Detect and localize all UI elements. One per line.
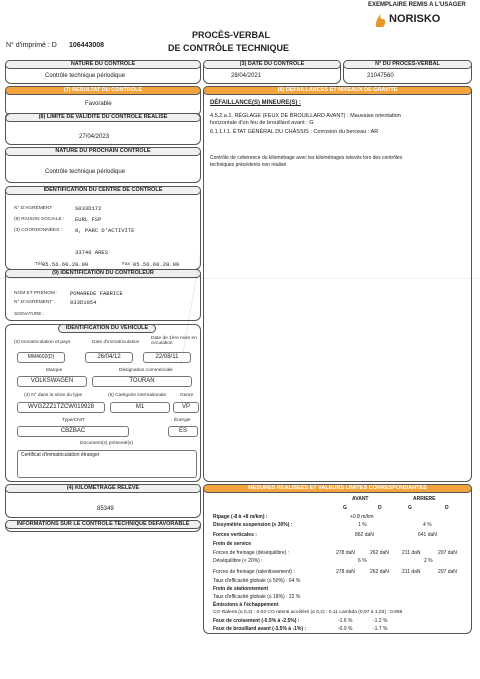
docs-field [17, 450, 197, 478]
fc-d: -1.2 % [373, 618, 388, 624]
validity-value: 27/04/2023 [79, 134, 110, 140]
centre-tel-label: Tél : [35, 262, 45, 267]
ff-ard: 207 daN [438, 550, 457, 556]
type-label: Type/CNIT [62, 418, 85, 423]
centre-fax-label: Fax : [122, 262, 133, 267]
fs-label: Frein de service [213, 541, 252, 547]
col-arriere-g: G [408, 505, 412, 511]
fv-arriere: 641 daN [418, 532, 437, 538]
ripage-value: +0.8 m/km [350, 514, 374, 520]
ff-arg: 211 daN [402, 550, 421, 556]
fc-label: Feux de croisement (-0.5% à -2.5%) : [213, 618, 300, 624]
col-arriere: ARRIERE [413, 496, 436, 502]
defects-box [203, 86, 472, 482]
ffr-arg: 211 daN [402, 569, 421, 575]
fold-crease [0, 278, 480, 279]
norisko-logo [374, 13, 386, 27]
ffr-avd: 262 daN [370, 569, 389, 575]
fb-g: -0.9 % [338, 626, 353, 632]
centre-rs-label: (9) RAISON SOCIALE : [14, 217, 65, 222]
ff-avg: 278 daN [336, 550, 355, 556]
docs-label: Document(s) présenté(s) [80, 441, 134, 446]
ffr-label: Forces de freinage (ralentissement) : [213, 569, 295, 575]
centre-coord-value: 8, PARC D'ACTIVITE [75, 227, 135, 234]
model-field: TOURAN [92, 376, 192, 387]
defect-line-3: 6.1.1.f.1. ÉTAT GÉNÉRAL DU CHÂSSIS : Corrosion du berceau : AR [210, 129, 379, 135]
imm-label: (2) Immatriculation et pays [14, 340, 71, 345]
col-avant-d: D [378, 505, 382, 511]
fst-label: Frein de stationnement [213, 586, 269, 592]
disym-arriere: 4 % [423, 522, 432, 528]
nature-header: NATURE DU CONTRÔLE [5, 60, 201, 69]
km-header: (4) KILOMÉTRAGE RELEVÉ [5, 484, 201, 493]
ffr-avg: 278 daN [336, 569, 355, 575]
docs-value: Certificat d'immatriculation étranger [21, 452, 100, 458]
controller-agr-value: 033D1054 [70, 299, 97, 306]
controller-name-label: NOM ET PRÉNOM : [14, 291, 58, 296]
defect-note-2: techniques précédents non réalisé [210, 162, 287, 168]
ripage-label: Ripage (-8 à +8 m/km) : [213, 514, 268, 520]
extra-header: INFORMATIONS SUR LE CONTRÔLE TECHNIQUE DÉFAVORABLE [5, 520, 201, 529]
doc-title-2: DE CONTRÔLE TECHNIQUE [168, 43, 290, 53]
fst-eff-line: Taux d'efficacité globale (≥ 18%) : 22 % [213, 594, 301, 600]
controller-header: (9) IDENTIFICATION DU CONTRÔLEUR [5, 269, 201, 278]
ff-label: Forces de freinage (déséquilibre) : [213, 550, 290, 556]
disym-avant: 1 % [358, 522, 367, 528]
doc-title-1: PROCÈS-VERBAL [192, 30, 271, 40]
vin-field: WVGZZZ1TZCW019928 [17, 402, 105, 413]
validity-header: (8) LIMITE DE VALIDITÉ DU CONTRÔLE RÉALISÉ [5, 113, 201, 122]
first-circ-field: 22/08/11 [143, 352, 191, 363]
controller-name-value: POMAREDE FABRICE [70, 290, 123, 297]
validity-box [5, 113, 201, 145]
defect-note-1: Contrôle de cohérence du kilométrage avec les kilométrages relevés lors des contrôles [210, 155, 403, 161]
date-value: 28/04/2021 [231, 73, 262, 79]
date-header: (3) DATE DU CONTRÔLE [203, 60, 341, 69]
centre-fax-value: 05.56.60.28.09 [133, 261, 180, 268]
deseq-avant: 6 % [358, 558, 367, 564]
pv-value: 21047560 [367, 73, 394, 79]
centre-rs-value: EURL FSP [75, 216, 102, 223]
controller-signature-label: SIGNATURE : [14, 312, 45, 317]
disym-label: Dissymétrie suspension (≤ 30%) : [213, 522, 293, 528]
col-avant: AVANT [352, 496, 369, 502]
energy-field: ES [168, 426, 198, 437]
deseq-label: Déséquilibre (< 20%) : [213, 558, 263, 564]
date-imm-field: 26/04/12 [85, 352, 133, 363]
result-header: (7) RÉSULTAT DU CONTRÔLE [5, 86, 201, 95]
eff-line: Taux d'efficacité globale (≥ 50%) : 64 % [213, 578, 301, 584]
fb-d: -1.7 % [373, 626, 388, 632]
fb-label: Feux de brouillard avant (-3.5% à -1%) : [213, 626, 307, 632]
energy-label: Énergie [174, 418, 191, 423]
km-value: 85349 [97, 506, 114, 512]
minor-title: DÉFAILLANCE(S) MINEURE(S) : [210, 100, 301, 106]
col-avant-g: G [343, 505, 347, 511]
centre-header: IDENTIFICATION DU CENTRE DE CONTRÔLE [5, 186, 201, 195]
first-circ-label: Date de 1ère mise en circulation [151, 336, 197, 346]
defect-line-1: 4.5.2.a.1. RÉGLAGE (FEUX DE BROUILLARD AVANT) : Mauvaise orientation [210, 113, 401, 119]
fc-g: -1.6 % [338, 618, 353, 624]
defect-line-2: horizontale d'un feu de brouillard avant : G [210, 120, 314, 126]
cat-field: M1 [110, 402, 170, 413]
date-imm-label: Date d'immatriculation [92, 340, 140, 345]
genre-label: Genre [180, 393, 194, 398]
vehicle-header: IDENTIFICATION DU VÉHICULE [58, 324, 156, 333]
controller-agr-label: N° D'AGRÉMENT : [14, 300, 55, 305]
emis-label: Émissions à l'échappement [213, 602, 279, 608]
imm-field: MM4602(D) [17, 352, 65, 363]
pv-header: N° DU PROCÈS-VERBAL [343, 60, 472, 69]
centre-tel-value: 05.56.60.28.09 [42, 261, 89, 268]
nature-value: Contrôle technique périodique [45, 73, 126, 79]
measures-header: MESURES RÉALISÉES ET VALEURS LIMITES CORRESPONDANTES [203, 484, 472, 493]
centre-coord-label: (3) COORDONNÉES : [14, 228, 62, 233]
next-header: NATURE DU PROCHAIN CONTRÔLE [5, 147, 201, 156]
defects-header: (6) DÉFAILLANCES ET NIVEAUX DE GRAVITÉ [203, 86, 472, 95]
doc-number: 106443008 [69, 42, 105, 49]
vin-label: (4) N° dans la série du type [24, 393, 83, 398]
centre-city: 33740 ARES [75, 249, 109, 256]
fv-avant: 862 daN [355, 532, 374, 538]
brand-field: VOLKSWAGEN [17, 376, 87, 387]
type-field: CBZBAC [17, 426, 129, 437]
centre-agr-label: N° D'AGRÉMENT [14, 206, 53, 211]
next-value: Contrôle technique périodique [45, 169, 126, 175]
col-arriere-d: D [445, 505, 449, 511]
copy-label: EXEMPLAIRE REMIS A L'USAGER [368, 2, 466, 8]
brand-label: Marque [46, 368, 63, 373]
emis-values: CO Ralenti (≤ 0,3) : 0.03 CO ralenti accéléré (≤ 0,2) : 0.11 Lambda (0,97 à 1,03) : 0.996 [213, 610, 403, 615]
result-value: Favorable [85, 101, 112, 107]
model-label: Désignation commerciale [119, 368, 173, 373]
genre-field: VP [173, 402, 199, 413]
doc-number-label: N° d'imprimé : D [6, 42, 57, 49]
flame-icon [374, 13, 388, 28]
brand-name: NORISKO [389, 13, 441, 25]
cat-label: (5) Catégorie internationale [108, 393, 167, 398]
fv-label: Forces verticales : [213, 532, 257, 538]
centre-agr-value: S033D172 [75, 205, 102, 212]
ffr-ard: 207 daN [438, 569, 457, 575]
deseq-arriere: 2 % [424, 558, 433, 564]
ff-avd: 262 daN [370, 550, 389, 556]
